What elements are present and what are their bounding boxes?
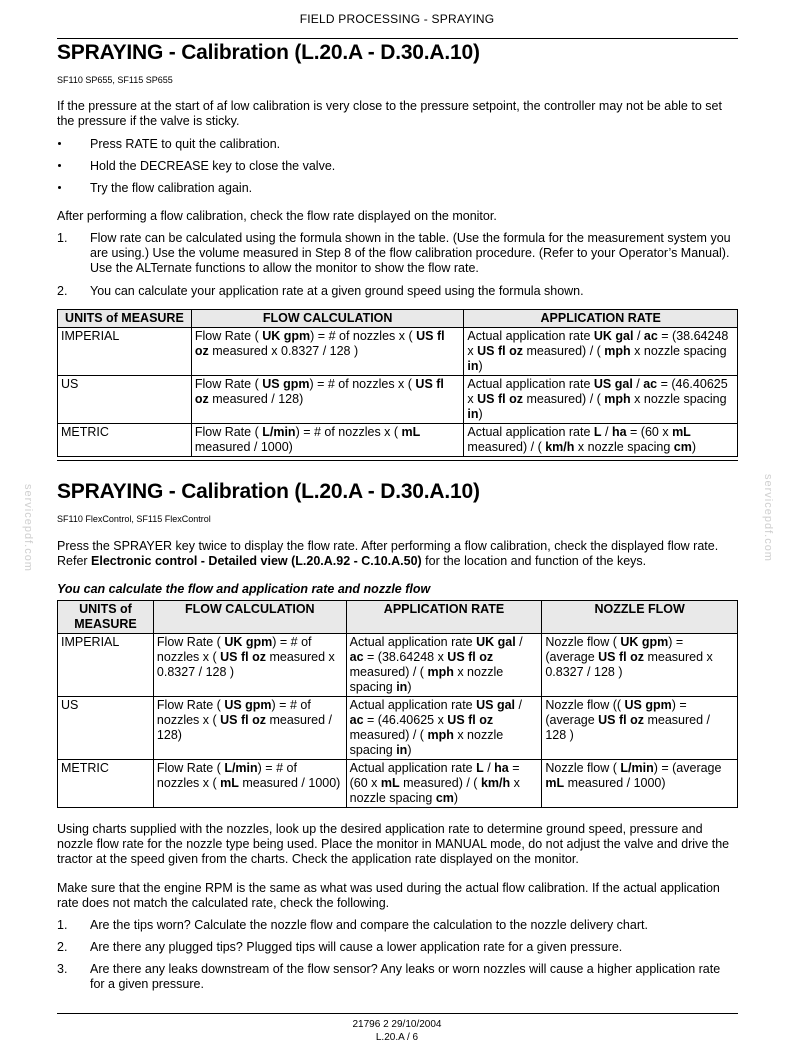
- application-rate-cell: Actual application rate L / ha = (60 x mL measured) / ( km/h x nozzle spacing cm): [464, 424, 738, 457]
- running-header: FIELD PROCESSING - SPRAYING: [299, 12, 495, 26]
- column-header: FLOW CALCULATION: [153, 601, 346, 634]
- section-divider: [57, 460, 738, 461]
- table-row: [58, 328, 738, 376]
- flow-cell: Flow Rate ( L/min) = # of nozzles x ( mL measured / 1000): [191, 424, 464, 457]
- watermark-left: servicepdf.com: [22, 484, 34, 572]
- table-caption: You can calculate the flow and application rate and nozzle flow: [57, 582, 431, 596]
- table-row: [58, 424, 738, 457]
- column-header: FLOW CALCULATION: [191, 310, 464, 328]
- page-number: L.20.A / 6: [375, 1032, 419, 1043]
- table-row: [58, 697, 738, 760]
- model-applicability: SF110 FlexControl, SF115 FlexControl: [57, 514, 211, 524]
- column-header: UNITS of MEASURE: [58, 310, 192, 328]
- table-header-row: [58, 601, 738, 634]
- application-rate-cell: Actual application rate US gal / ac = (46.40625 x US fl oz measured) / ( mph x nozzle spacing in): [346, 697, 542, 760]
- watermark-right: servicepdf.com: [762, 474, 774, 562]
- column-header: NOZZLE FLOW: [542, 601, 738, 634]
- table-row: [58, 634, 738, 697]
- intro-paragraph: If the pressure at the start of af low calibration is very close to the pressure setpoint, the controller may not be able to set the pressure if the valve is sticky.: [57, 99, 722, 128]
- flow-cell: Flow Rate ( US gpm) = # of nozzles x ( US fl oz measured / 128): [191, 376, 464, 424]
- table-row: [58, 760, 738, 808]
- column-header: UNITS of MEASURE: [58, 601, 154, 634]
- unit-cell: US: [58, 697, 154, 760]
- application-rate-cell: Actual application rate L / ha = (60 x mL measured) / ( km/h x nozzle spacing cm): [346, 760, 542, 808]
- flow-cell: Flow Rate ( L/min) = # of nozzles x ( mL measured / 1000): [153, 760, 346, 808]
- header-rule: [57, 38, 738, 39]
- footer-rule: [57, 1013, 738, 1014]
- numbered-step: 2. Are there any plugged tips? Plugged tips will cause a lower application rate for a given pressure.: [57, 940, 623, 954]
- table-row: [58, 376, 738, 424]
- flow-cell: Flow Rate ( UK gpm) = # of nozzles x ( US fl oz measured x 0.8327 / 128 ): [153, 634, 346, 697]
- cross-reference: Electronic control - Detailed view (L.20.A.92 - C.10.A.50): [91, 554, 422, 568]
- section-title: SPRAYING - Calibration (L.20.A - D.30.A.10): [57, 41, 480, 64]
- page-footer: [0, 1018, 794, 1044]
- application-rate-cell: Actual application rate UK gal / ac = (38.64248 x US fl oz measured) / ( mph x nozzle spacing in): [346, 634, 542, 697]
- nozzle-flow-cell: Nozzle flow (( US gpm) = (average US fl oz measured / 128 ): [542, 697, 738, 760]
- nozzle-flow-cell: Nozzle flow ( L/min) = (average mL measured / 1000): [542, 760, 738, 808]
- numbered-step: 1. Are the tips worn? Calculate the nozzle flow and compare the calculation to the nozzle delivery chart.: [57, 918, 648, 932]
- unit-cell: US: [58, 376, 192, 424]
- nozzle-flow-cell: Nozzle flow ( UK gpm) = (average US fl oz measured x 0.8327 / 128 ): [542, 634, 738, 697]
- section-title: SPRAYING - Calibration (L.20.A - D.30.A.10): [57, 480, 480, 503]
- document-code: 21796 2 29/10/2004: [352, 1019, 442, 1030]
- column-header: APPLICATION RATE: [464, 310, 738, 328]
- unit-cell: IMPERIAL: [58, 328, 192, 376]
- application-rate-cell: Actual application rate UK gal / ac = (38.64248 x US fl oz measured) / ( mph x nozzle spacing in): [464, 328, 738, 376]
- intro-paragraph: Press the SPRAYER key twice to display the flow rate. After performing a flow calibration, check the displayed flow rate. Refer Electronic control - Detailed view (L.20.A.92 - C.10.A.50) for the location and function of the keys.: [57, 539, 719, 568]
- charts-paragraph: Using charts supplied with the nozzles, look up the desired application rate to determine ground speed, pressure and nozzle flow rate for the nozzle type being used. Place the monitor in MANUAL mode, do not adjust the valve and drive the tractor at the speed given from the charts. Check the application rate displayed on the monitor.: [57, 822, 730, 866]
- application-rate-cell: Actual application rate US gal / ac = (46.40625 x US fl oz measured) / ( mph x nozzle spacing in): [464, 376, 738, 424]
- numbered-step: 1. Flow rate can be calculated using the formula shown in the table. (Use the formula for the measurement system you are using.) Use the volume measured in Step 8 of the flow calibration procedure. (Refer to your Operator’s Manual). Use the ALTernate functions to allow the monitor to show the flow rate.: [57, 231, 731, 275]
- unit-cell: IMPERIAL: [58, 634, 154, 697]
- manual-page: FIELD PROCESSING - SPRAYING SPRAYING - Calibration (L.20.A - D.30.A.10) SF110 SP655, SF115 SP655 If the pressure at the start of af low calibration is very close to the pressure setpoint, the controller may not be able to set the pressure if the valve is sticky. Press RATE to quit the calibration. Hold the DECREASE key to close the valve. Try the flow calibration again. After performing a flow calibration, check the flow rate displayed on the monitor. 1. Flow rate can be calculated using the formula shown in the table. (Use the formula for the measurement system you are using.) Use the volume measured in Step 8 of the flow calibration procedure. (Refer to your Operator’s Manual). Use the ALTernate functions to allow the monitor to show the flow rate. 2. You can calculate your application rate at a given ground speed using the formula shown. UNITS of MEASURE FLOW CALCULATION APPLICATION RATE IMPERIAL Flow Rate ( UK gpm) = # of nozzles x ( US fl oz measured x 0.8327 / 128 ) Actual application rate UK gal / ac = (38.64248 x US fl oz measured) / ( mph x nozzle spacing in) US Flow Rate ( US gpm) = # of nozzles x ( US fl oz measured / 128) Actual application rate US gal / ac = (46.40625 x US fl oz measured) / ( mph x nozzle spacing in) METRIC Flow Rate ( L/min) = # of nozzles x ( mL measured / 1000) Actual application rate L / ha = (60 x mL measured) / ( km/h x nozzle spacing cm) SPRAYING - Calibration (L.20.A - D.30.A.10) SF110 FlexControl, SF115 FlexControl Press the SPRAYER key twice to display the flow rate. After performing a flow calibration, check the displayed flow rate. Refer Electronic control - Detailed view (L.20.A.92 - C.10.A.50) for the location and function of the keys. You can calculate the flow and application rate and nozzle flow UNITS of MEASURE FLOW CALCULATION APPLICATION RATE NOZZLE FLOW IMPERIAL Flow Rate ( UK gpm) = # of nozzles x ( US fl oz measured x 0.8327 / 128 ) Actual application rate UK gal / ac = (38.64248 x US fl oz measured) / ( mph x nozzle spacing in) Nozzle flow ( UK gpm) = (average US fl oz measured x 0.8327 / 128 ) US Flow Rate ( US gpm) = # of nozzles x ( US fl oz measured / 128) Actual application rate US gal / ac = (46.40625 x US fl oz measured) / ( mph x nozzle spacing in) Nozzle flow (( US gpm) = (average US fl oz measured / 128 ) METRIC Flow Rate ( L/min) = # of nozzles x ( mL measured / 1000) Actual application rate L / ha = (60 x mL measured) / ( km/h x nozzle spacing cm) Nozzle flow ( L/min) = (average mL measured / 1000) Using charts supplied with the nozzles, look up the desired application rate to determine ground speed, pressure and nozzle flow rate for the nozzle type being used. Place the monitor in MANUAL mode, do not adjust the valve and drive the tractor at the speed given from the charts. Check the application rate displayed on the monitor. Make sure that the engine RPM is the same as what was used during the actual flow calibration. If the actual application rate does not match the calculated rate, check the following. 1. Are the tips worn? Calculate the nozzle flow and compare the calculation to the nozzle delivery chart. 2. Are there any plugged tips? Plugged tips will cause a lower application rate for a given pressure. 3. Are there any leaks downstream of the flow sensor? Any leaks or worn nozzles will cause a higher application rate for a given pressure. servicepdf.com servicepdf.com 21796 2 29/10/2004 L.20.A / 6: [0, 0, 794, 1057]
- numbered-step: 2. You can calculate your application rate at a given ground speed using the formula shown.: [57, 284, 584, 298]
- flow-cell: Flow Rate ( UK gpm) = # of nozzles x ( US fl oz measured x 0.8327 / 128 ): [191, 328, 464, 376]
- table-header-row: [58, 310, 738, 328]
- flow-cell: Flow Rate ( US gpm) = # of nozzles x ( US fl oz measured / 128): [153, 697, 346, 760]
- column-header: APPLICATION RATE: [346, 601, 542, 634]
- unit-cell: METRIC: [58, 760, 154, 808]
- unit-cell: METRIC: [58, 424, 192, 457]
- model-applicability: SF110 SP655, SF115 SP655: [57, 75, 173, 85]
- engine-rpm-paragraph: Make sure that the engine RPM is the same as what was used during the actual flow calibration. If the actual application rate does not match the calculated rate, check the following.: [57, 881, 720, 910]
- calibration-table-2: [57, 600, 738, 808]
- numbered-step: 3. Are there any leaks downstream of the flow sensor? Any leaks or worn nozzles will cause a higher application rate for a given pressure.: [57, 962, 721, 991]
- calibration-table-1: [57, 309, 738, 457]
- after-calibration-paragraph: After performing a flow calibration, check the flow rate displayed on the monitor.: [57, 209, 497, 223]
